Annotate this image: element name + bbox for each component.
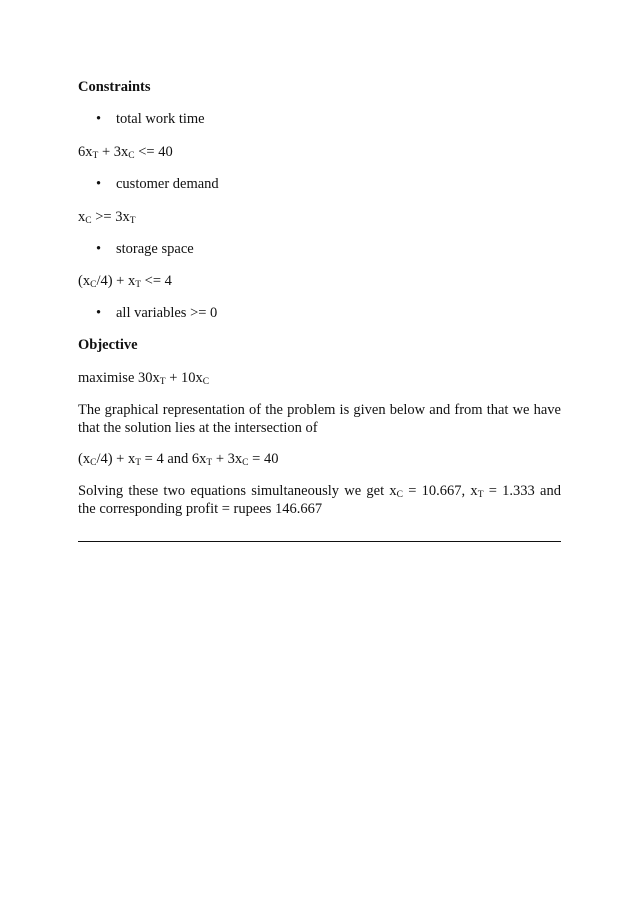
eq-subscript: C xyxy=(85,216,92,226)
bullet-dot-icon: • xyxy=(96,305,102,321)
eq-part: = 40 xyxy=(248,451,279,467)
eq-part: = 4 and 6x xyxy=(141,451,207,467)
eq-subscript: T xyxy=(135,458,142,468)
objective-expression xyxy=(78,369,209,387)
text-part: = 10.667, x xyxy=(403,483,478,499)
constraints-heading: Constraints xyxy=(78,79,151,95)
eq-part: x xyxy=(78,209,86,225)
text-part: = 1.333 and the corresponding profit = rupees 146.667 xyxy=(78,483,561,517)
bullet-label: all variables >= 0 xyxy=(116,305,218,321)
bullet-storage-space xyxy=(96,240,194,258)
text-part: Solving these two equations simultaneously we get x xyxy=(78,483,397,499)
bullet-label: total work time xyxy=(116,111,205,127)
eq-subscript: C xyxy=(90,280,97,290)
eq-subscript: C xyxy=(396,490,403,500)
graphical-paragraph: The graphical representation of the problem is given below and from that we have that the solution lies at the intersection of xyxy=(78,402,561,436)
bullet-customer-demand xyxy=(96,175,219,193)
eq-part: + 10x xyxy=(165,370,203,386)
eq-part: 6x xyxy=(78,144,93,160)
work-time-equation xyxy=(78,143,173,161)
eq-subscript: C xyxy=(202,377,210,387)
eq-subscript: C xyxy=(128,151,135,161)
eq-part: + 3x xyxy=(212,451,243,467)
eq-subscript: T xyxy=(129,216,136,226)
eq-subscript: T xyxy=(159,377,166,387)
eq-subscript: T xyxy=(92,151,99,161)
eq-subscript: T xyxy=(206,458,213,468)
bullet-total-work-time xyxy=(96,110,205,128)
eq-subscript: T xyxy=(477,490,484,500)
objective-heading: Objective xyxy=(78,337,138,353)
eq-part: <= 40 xyxy=(134,144,173,160)
bullet-label: storage space xyxy=(116,241,194,257)
intersection-equations xyxy=(78,450,278,468)
eq-part: >= 3x xyxy=(91,209,130,225)
horizontal-rule xyxy=(78,541,561,542)
demand-equation xyxy=(78,208,136,226)
eq-part: + 3x xyxy=(98,144,129,160)
bullet-dot-icon: • xyxy=(96,111,102,127)
bullet-all-variables xyxy=(96,304,217,322)
eq-part: (x xyxy=(78,451,91,467)
eq-part: (x xyxy=(78,273,91,289)
eq-subscript: C xyxy=(242,458,249,468)
storage-equation xyxy=(78,272,172,290)
eq-part: <= 4 xyxy=(141,273,172,289)
bullet-dot-icon: • xyxy=(96,241,102,257)
eq-part: maximise 30x xyxy=(78,370,160,386)
bullet-label: customer demand xyxy=(116,176,219,192)
eq-subscript: C xyxy=(90,458,97,468)
bullet-dot-icon: • xyxy=(96,176,102,192)
eq-part: /4) + x xyxy=(96,451,136,467)
eq-part: /4) + x xyxy=(96,273,136,289)
solving-paragraph xyxy=(78,482,561,518)
eq-subscript: T xyxy=(135,280,142,290)
